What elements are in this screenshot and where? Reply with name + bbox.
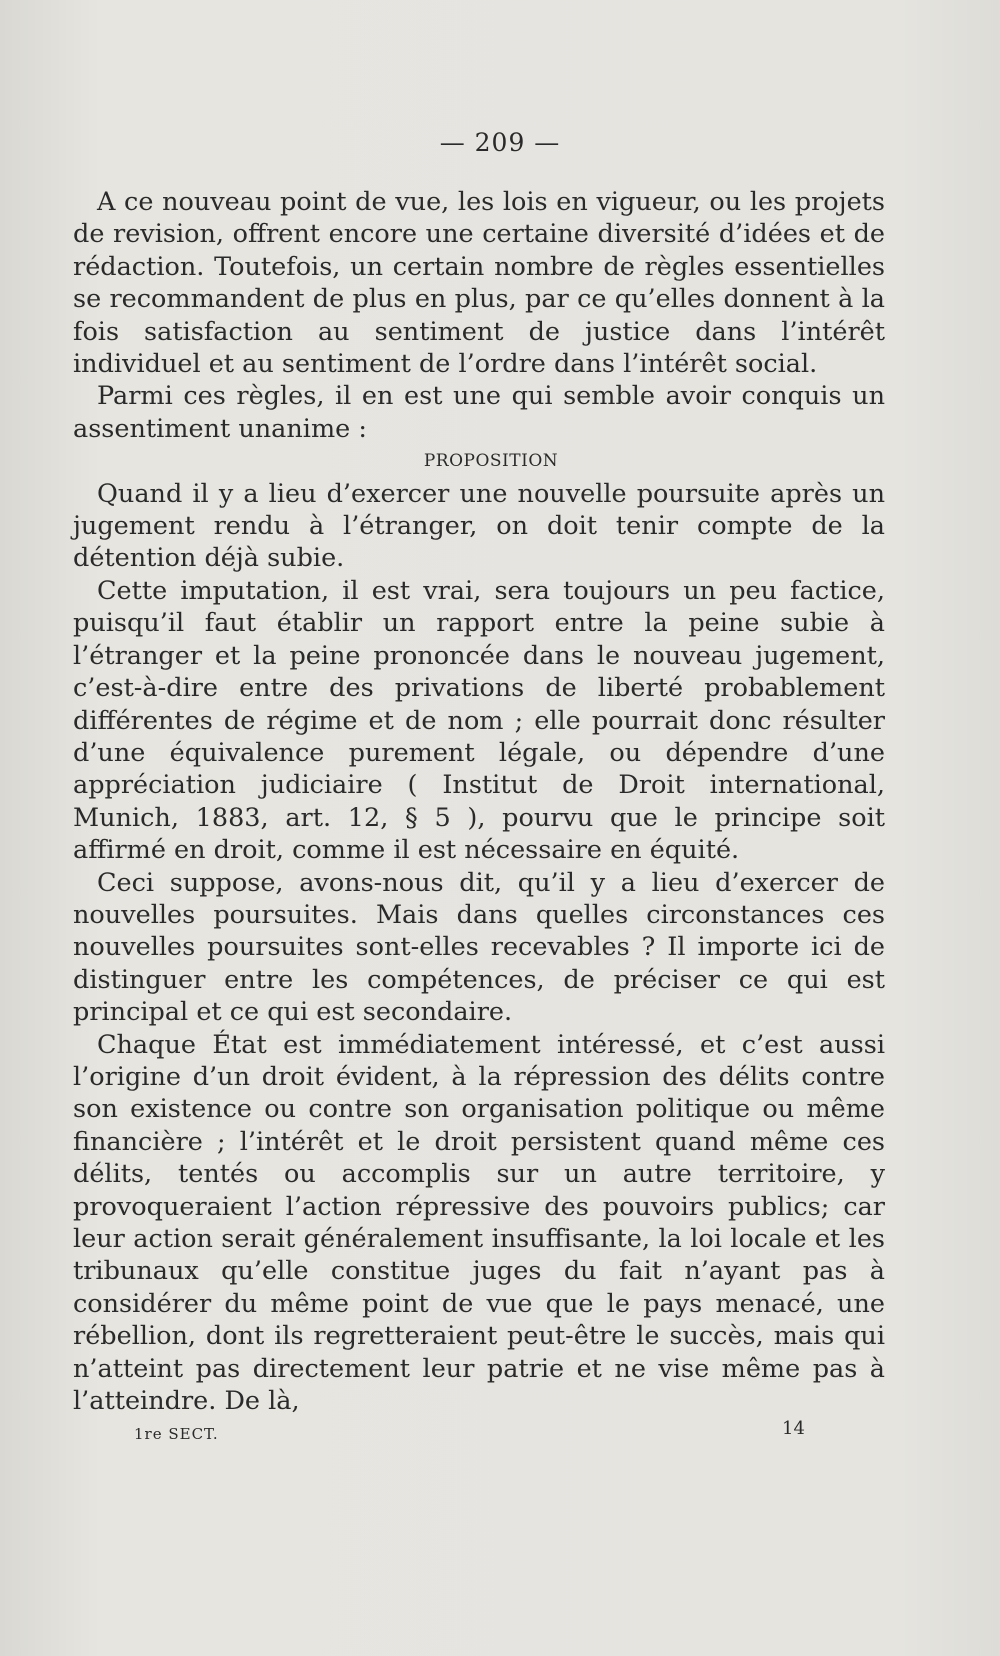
paragraph: Chaque État est immédiatement intéressé, et c’est aussi l’origine d’un droit évident, à la répression des délits contre son existence ou contre son organisation politique ou même financière ; l’intérêt et le droit persistent quand même ces délits, tentés ou accomplis sur un autre territoire, y provoqueraient l’action répressive des pouvoirs publics; car leur action serait généralement insuffisante, la loi locale et les tribunaux qu’elle constitue juges du fait n’ayant pas à considérer du même point de vue que le pays menacé, une rébellion, dont ils regretteraient peut-être le succès, mais qui n’atteint pas directement leur patrie et ne vise même pas à l’atteindre. De là, xyxy=(73,1029,885,1417)
proposition-heading: PROPOSITION xyxy=(423,451,559,472)
paragraph: Ceci suppose, avons-nous dit, qu’il y a lieu d’exercer de nouvelles poursuites. Mais dans quelles circonstances ces nouvelles poursuites sont-elles recevables ? Il importe ici de distinguer entre les compétences, de préciser ce qui est principal et ce qui est secondaire. xyxy=(73,867,885,1028)
body-text xyxy=(73,186,885,1417)
paragraph: Cette imputation, il est vrai, sera toujours un peu factice, puisqu’il faut établir un rapport entre la peine subie à l’étranger et la peine prononcée dans le nouveau jugement, c’est-à-dire entre des privations de liberté probablement différentes de régime et de nom ; elle pourrait donc résulter d’une équivalence purement légale, ou dépendre d’une appréciation judiciaire ( Institut de Droit international, Munich, 1883, art. 12, § 5 ), pourvu que le principe soit affirmé en droit, comme il est nécessaire en équité. xyxy=(73,575,885,866)
footer-signature-mark: 14 xyxy=(782,1418,805,1439)
paragraph: A ce nouveau point de vue, les lois en vigueur, ou les projets de revision, offrent encore une certaine diversité d’idées et de rédaction. Toutefois, un certain nombre de règles essentielles se recommandent de plus en plus, par ce qu’elles donnent à la fois satisfaction au sentiment de justice dans l’intérêt individuel et au sentiment de l’ordre dans l’intérêt social. xyxy=(73,187,885,380)
page-number: — 209 — xyxy=(439,128,561,157)
footer-section-label: 1re SECT. xyxy=(134,1425,219,1443)
paragraph: Parmi ces règles, il en est une qui semble avoir conquis un assentiment unanime : xyxy=(73,381,885,444)
proposition-text: Quand il y a lieu d’exercer une nouvelle poursuite après un jugement rendu à l’étranger, on doit tenir compte de la détention déjà subie. xyxy=(73,478,885,574)
